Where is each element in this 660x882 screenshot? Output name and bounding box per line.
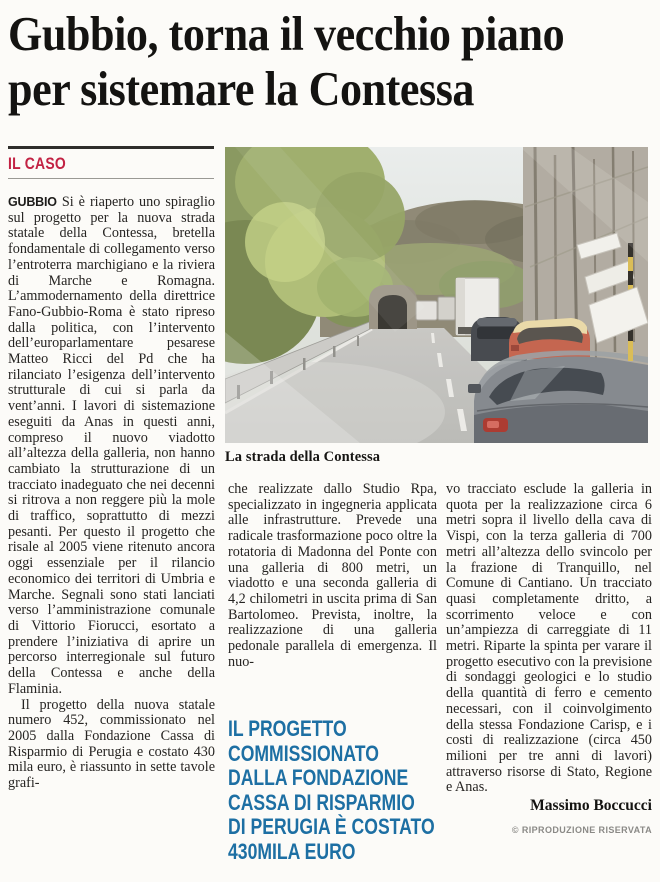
pull-quote-line: DI PERUGIA È COSTATO [228,814,435,839]
headline-line-2: per sistemare la Contessa [8,61,475,116]
byline: Massimo Boccucci [530,797,652,815]
road-photo-illustration [225,147,648,443]
photo-strada-contessa [225,147,648,443]
article-column-2 [228,482,437,717]
pull-quote-line: DALLA FONDAZIONE [228,765,409,790]
kicker-rule-top [8,146,214,149]
pull-quote-line: CASSA DI RISPARMIO [228,789,415,815]
article-column-3 [446,482,652,838]
kicker-label: IL CASO [8,154,67,173]
pull-quote-line: 430MILA EURO [228,838,356,864]
pull-quote-line: IL PROGETTO [228,716,347,741]
kicker-block [8,146,214,179]
article-column-1 [8,195,215,882]
dateline: GUBBIO [8,195,57,209]
paragraph-text: vo tracciato esclude la galleria in quota per la realizzazione circa 6 metri sopra il livello della cava di Vispi, con la terza galleria di 700 metri all’altezza dello svincolo per la frazione di Tranquillo, nel Comune di Cantiano. Un tracciato quasi completamente dritto, a scorrimento veloce e con un’ampiezza di carreggiate di 11 metri. Riparte la spinta per varare il progetto esecutivo con la previsione di sondaggi geologici e lo studio della quantità di ferro e cemento necessari, con il coinvolgimento della stessa Fondazione Carisp, e i costi di realizzazione (circa 450 milioni per tre anni di lavori) attraverso risorse di Stato, Regione e Anas. [446,481,652,796]
paragraph [8,195,215,698]
headline [8,6,660,116]
copyright-notice: © RIPRODUZIONE RISERVATA [511,824,652,835]
pull-quote [228,717,438,864]
paragraph-text: Si è riaperto uno spiraglio sul progetto per la nuova strada statale della Contessa, bretella fondamentale di collegamento verso l’entroterra marchigiano e la riviera di Marche e Romagna. L’ammodernamento della direttrice Fano-Gubbio-Roma è stato ripreso dalla politica, con l’intervento dell’europarlamentare pesarese Matteo Ricci del Pd che ha rilanciato l’esigenza dell’intervento strutturale di cui si parla da vent’anni. I lavori di sistemazione eseguiti da Anas in questi anni, compreso il nuovo viadotto all’altezza della galleria, non hanno cambiato la strutturazione di un tracciato inadeguato che nei decenni si ritrova a non reggere più la mole di traffico, soprattutto di mezzi pesanti. Per questo il progetto che risale al 2005 viene ritenuto ancora oggi essenziale per il rilancio economico dei territori di Umbria e Marche. Segnali sono stati lanciati verso l’amministrazione comunale di Vittorio Fiorucci, esortato a prendere l’iniziativa di aprire un percorso interregionale sul futuro della Contessa e anche della Flaminia. [8,195,215,697]
photo-caption: La strada della Contessa [225,449,381,465]
pull-quote-line: COMMISSIONATO [228,740,379,766]
windshield-glare [225,147,648,443]
headline-line-1: Gubbio, torna il vecchio piano [8,6,565,61]
kicker-rule-bottom [8,178,214,179]
paragraph-text: che realizzate dallo Studio Rpa, specializzato in ingegneria applicata alle infrastrutture. Prevede una radicale trasformazione poco oltre la rotatoria di Madonna del Ponte con una galleria di 800 metri, un viadotto e una seconda galleria di 4,2 chilometri in uscita prima di San Bartolomeo. Prevista, inoltre, la realizzazione di una galleria pedonale parallela di emergenza. Il nuo- [228,482,437,670]
paragraph-text: Il progetto della nuova statale numero 452, commissionato nel 2005 dalla Fondazione Cassa di Risparmio di Perugia e costato 430 mila euro, è riassunto in sette tavole grafi- [8,696,215,792]
